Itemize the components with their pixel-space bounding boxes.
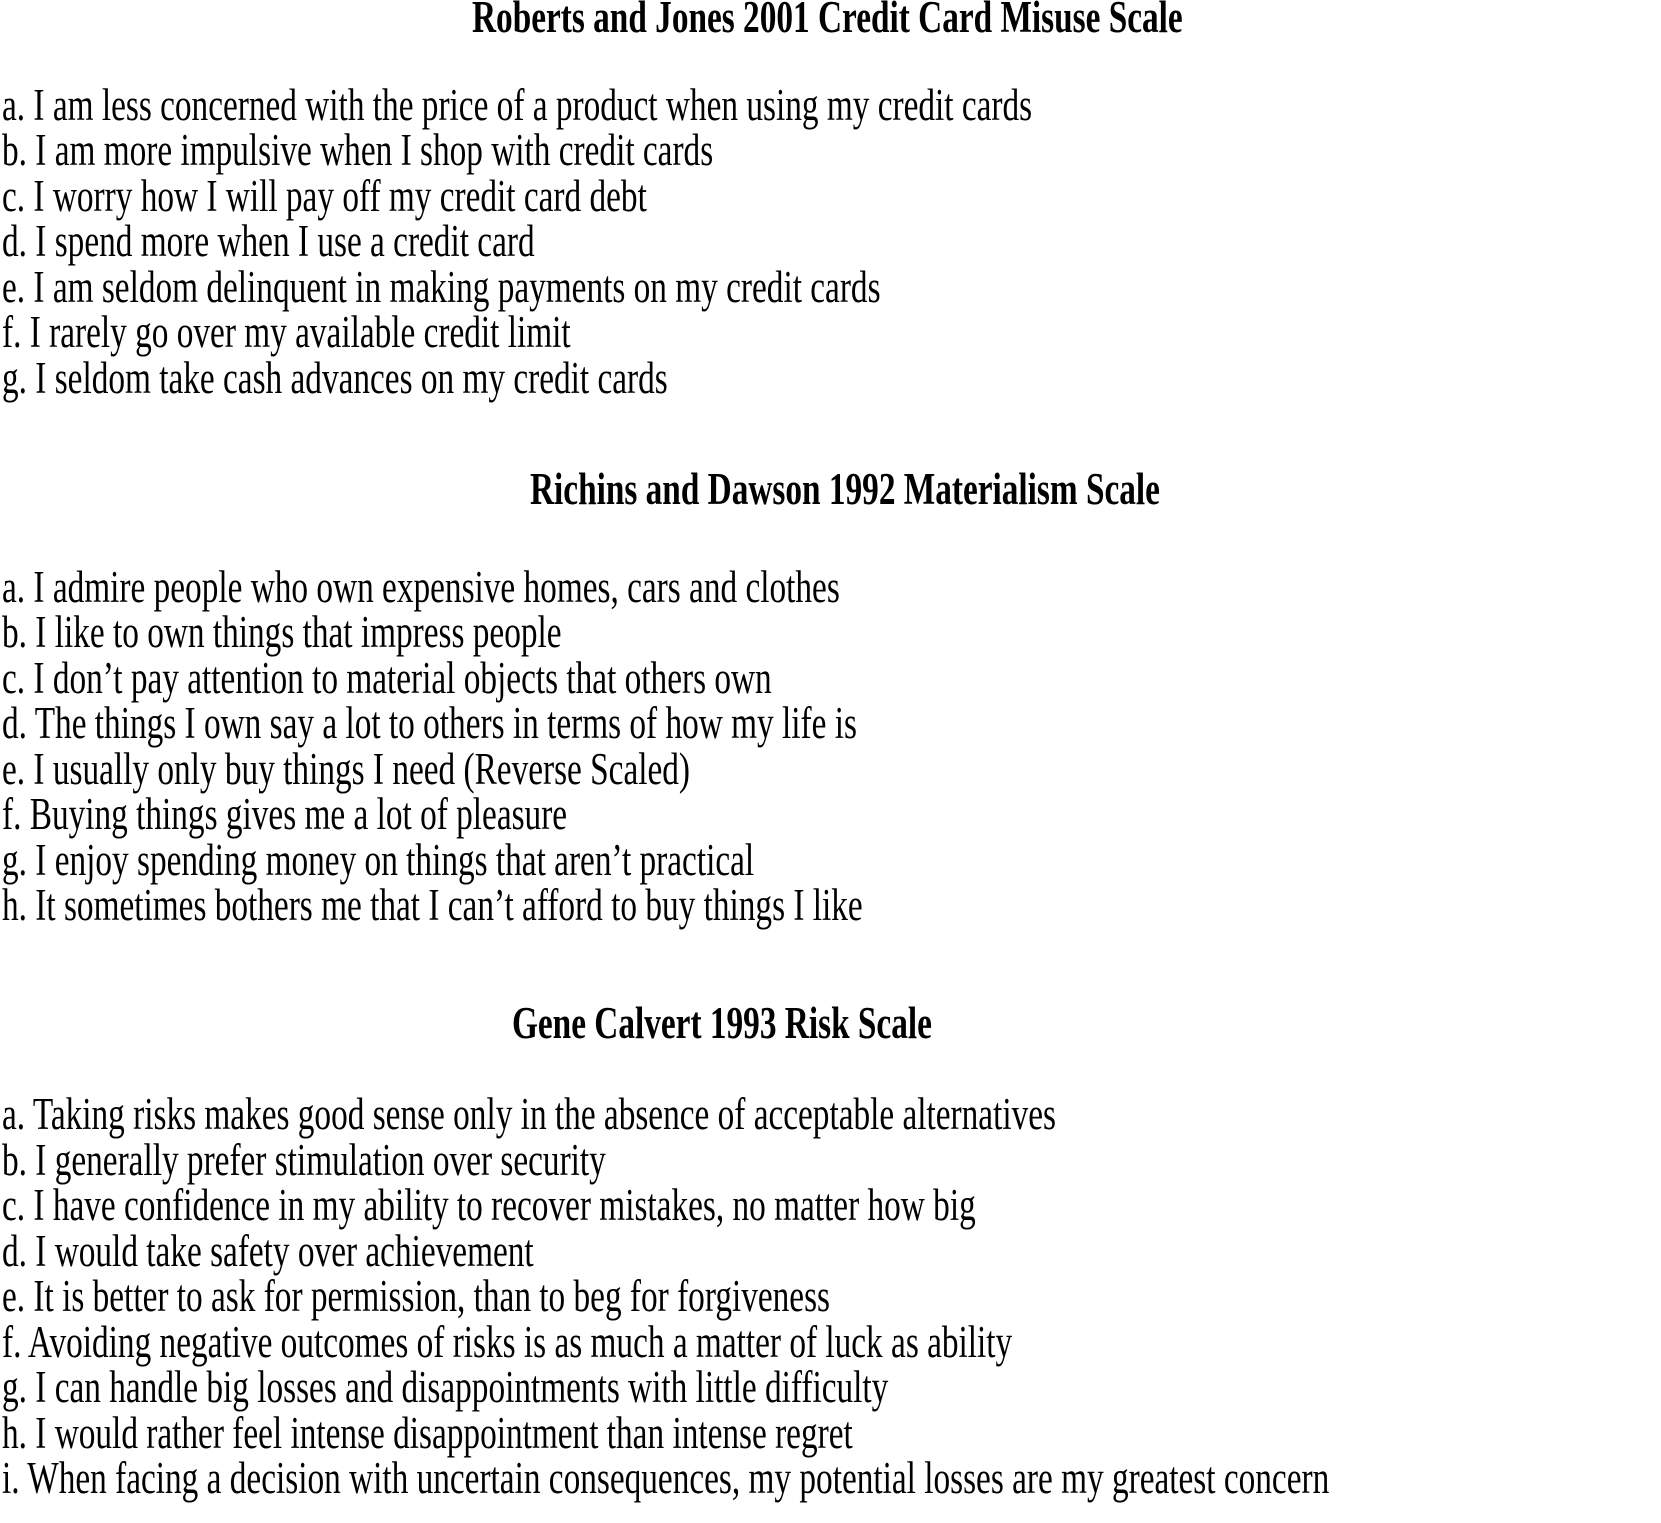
scale-item: e. It is better to ask for permission, than to beg for forgiveness <box>2 1271 831 1321</box>
section-title-risk: Gene Calvert 1993 Risk Scale <box>512 997 932 1048</box>
scale-item: h. It sometimes bothers me that I can’t afford to buy things I like <box>2 880 863 930</box>
scale-item: d. I spend more when I use a credit card <box>2 216 535 266</box>
scale-item: c. I have confidence in my ability to recover mistakes, no matter how big <box>2 1180 976 1230</box>
scale-item: a. I am less concerned with the price of a product when using my credit cards <box>2 79 1033 130</box>
scale-item-list <box>0 1089 1661 1503</box>
scale-item: g. I can handle big losses and disappointments with little difficulty <box>2 1362 889 1412</box>
scale-item: i. When facing a decision with uncertain consequences, my potential losses are my greatest concern <box>2 1453 1330 1503</box>
scale-item: f. Buying things gives me a lot of pleasure <box>2 789 568 839</box>
section-title-credit-card-misuse: Roberts and Jones 2001 Credit Card Misuse Scale <box>472 0 1183 42</box>
scale-item: e. I am seldom delinquent in making payments on my credit cards <box>2 261 881 312</box>
section-risk-scale <box>0 997 1661 1503</box>
scale-item: g. I enjoy spending money on things that aren’t practical <box>2 834 755 885</box>
scale-item: c. I worry how I will pay off my credit card debt <box>2 170 647 221</box>
section-title-materialism: Richins and Dawson 1992 Materialism Scale <box>530 464 1160 514</box>
scale-item: b. I generally prefer stimulation over security <box>2 1134 606 1185</box>
scale-item: g. I seldom take cash advances on my credit cards <box>2 352 668 403</box>
scale-item: b. I like to own things that impress people <box>2 607 562 657</box>
scale-item: f. I rarely go over my available credit limit <box>2 307 571 357</box>
scale-item: h. I would rather feel intense disappointment than intense regret <box>2 1407 853 1458</box>
scale-item: f. Avoiding negative outcomes of risks is as much a matter of luck as ability <box>2 1316 1013 1367</box>
scale-item: e. I usually only buy things I need (Reverse Scaled) <box>2 743 691 794</box>
scale-item-list <box>0 79 1661 403</box>
scale-item: a. I admire people who own expensive homes, cars and clothes <box>2 561 840 612</box>
scale-item-list <box>0 561 1661 930</box>
scale-item: c. I don’t pay attention to material objects that others own <box>2 652 772 703</box>
scale-item: d. The things I own say a lot to others in terms of how my life is <box>2 698 857 748</box>
scale-item: d. I would take safety over achievement <box>2 1225 534 1276</box>
scale-item: a. Taking risks makes good sense only in the absence of acceptable alternatives <box>2 1089 1056 1139</box>
scale-item: b. I am more impulsive when I shop with credit cards <box>2 125 714 175</box>
section-credit-card-misuse-scale <box>0 0 1661 401</box>
section-materialism-scale <box>0 464 1661 930</box>
